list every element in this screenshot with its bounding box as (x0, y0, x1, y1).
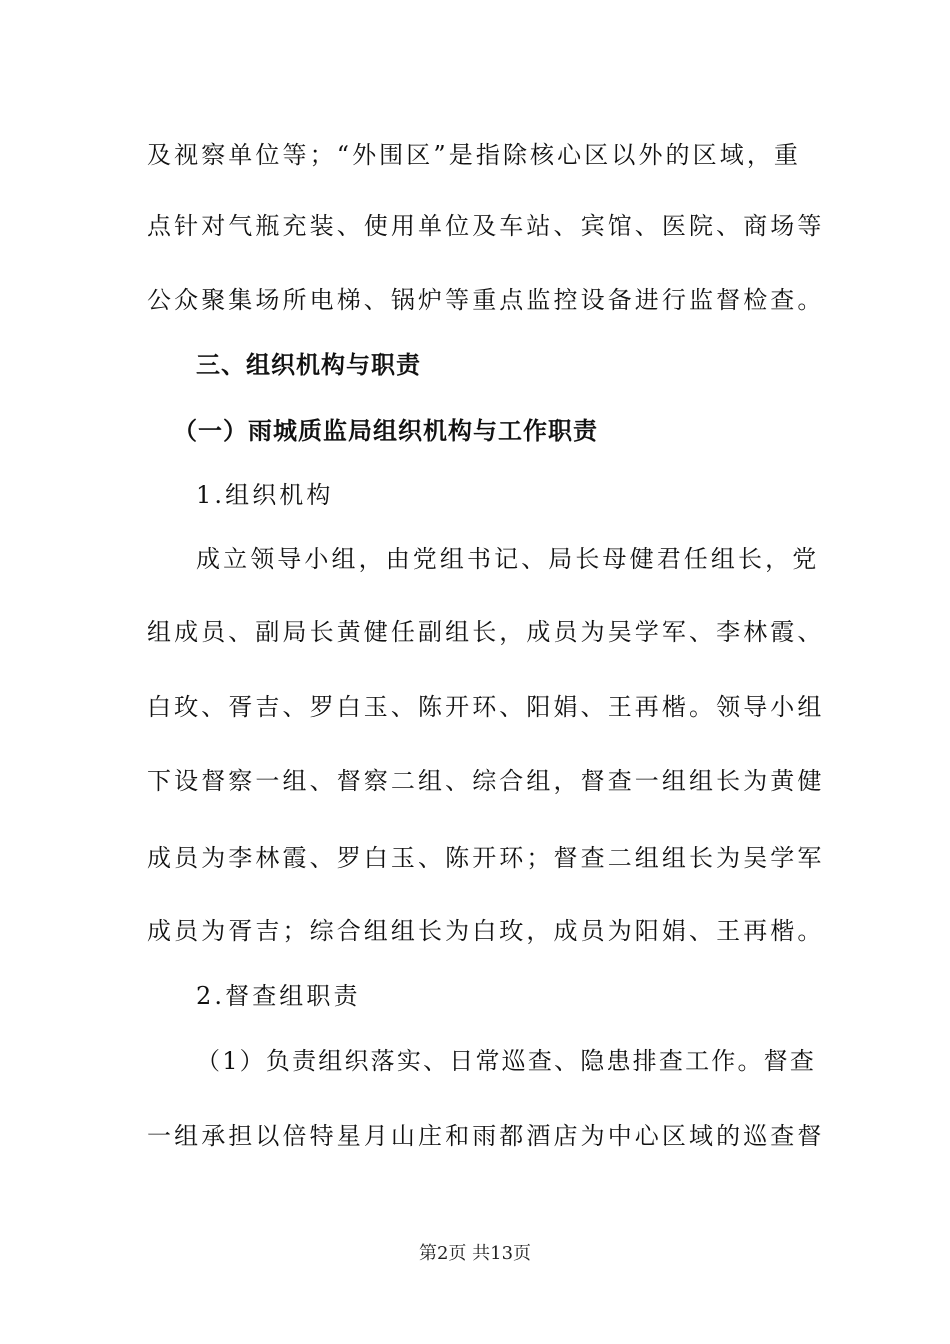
section-heading: 三、组织机构与职责 (196, 351, 421, 379)
paragraph-line: 成员为李林霞、罗白玉、陈开环；督查二组组长为吴学军 (147, 844, 825, 872)
item-heading: 1.组织机构 (196, 481, 334, 509)
paragraph-line: 组成员、副局长黄健任副组长，成员为吴学军、李林霞、 (147, 618, 825, 646)
paragraph-line: 成员为胥吉；综合组组长为白玫，成员为阳娟、王再楷。 (147, 917, 825, 945)
paragraph-line: （1）负责组织落实、日常巡查、隐患排查工作。督查 (196, 1047, 817, 1075)
paragraph-line: 及视察单位等；“外围区”是指除核心区以外的区域，重 (147, 141, 802, 169)
paragraph-line: 点针对气瓶充装、使用单位及车站、宾馆、医院、商场等 (147, 212, 825, 240)
subsection-heading: （一）雨城质监局组织机构与工作职责 (173, 417, 598, 445)
paragraph-line: 成立领导小组，由党组书记、局长母健君任组长，党 (196, 545, 820, 573)
page-footer: 第2页 共13页 (418, 1243, 532, 1264)
paragraph-line: 下设督察一组、督察二组、综合组，督查一组组长为黄健 (147, 767, 825, 795)
item-heading: 2.督查组职责 (196, 982, 361, 1010)
paragraph-line: 白玫、胥吉、罗白玉、陈开环、阳娟、王再楷。领导小组 (147, 693, 825, 721)
paragraph-line: 一组承担以倍特星月山庄和雨都酒店为中心区域的巡查督 (147, 1122, 825, 1150)
paragraph-line: 公众聚集场所电梯、锅炉等重点监控设备进行监督检查。 (147, 286, 825, 314)
